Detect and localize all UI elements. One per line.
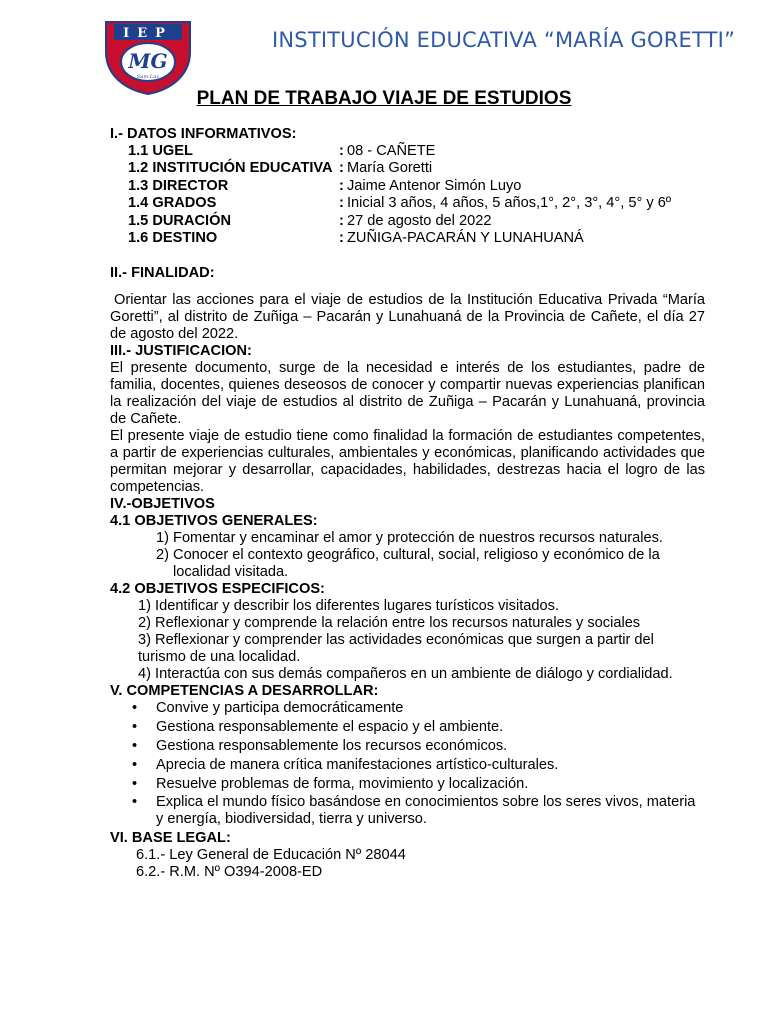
list-item: • Explica el mundo físico basándose en conocimientos sobre los seres vivos, materia y energía, biodiversidad, tierra y universo. (156, 794, 705, 828)
list-item: 3) Reflexionar y comprender las actividades económicas que surgen a partir del turismo de una localidad. (138, 632, 654, 666)
finalidad-text: Orientar las acciones para el viaje de estudios de la Institución Educativa Privada “María Goretti”, al distrito de Zuñiga – Pacarán y Lunahuaná de la Provincia de Cañete, el día 27 de agosto del 2022. (110, 292, 705, 343)
datos-row (110, 230, 705, 247)
datos-colon: : (339, 160, 344, 177)
document-body (110, 126, 705, 881)
list-item: • Gestiona responsablemente los recursos económicos. (156, 738, 705, 755)
datos-colon: : (339, 212, 344, 229)
objetivos-especificos-list (110, 598, 705, 683)
justificacion-paragraph-1: El presente documento, surge de la necesidad e interés de los estudiantes, padre de familia, docentes, quienes deseosos de conocer y compartir nuevas experiencias planifican la realización del viaje de estudios al distrito de Zuñiga – Pacarán y Lunahuaná, provincia de Cañete. (110, 360, 705, 428)
datos-value: Jaime Antenor Simón Luyo (347, 177, 522, 194)
list-item: • Gestiona responsablemente el espacio y el ambiente. (156, 719, 705, 736)
datos-row (110, 143, 705, 160)
competencias-list (110, 700, 705, 828)
list-item: • Aprecia de manera crítica manifestaciones artístico-culturales. (156, 757, 705, 774)
datos-colon: : (339, 230, 344, 247)
list-item: • Resuelve problemas de forma, movimiento y localización. (156, 776, 705, 793)
datos-colon: : (339, 195, 344, 212)
section-6-heading: VI. BASE LEGAL: (110, 830, 231, 847)
logo-motto: Sum Lux (136, 74, 160, 80)
datos-row (110, 160, 705, 177)
section-4-heading: IV.-OBJETIVOS (110, 496, 215, 513)
section-5-heading: V. COMPETENCIAS A DESARROLLAR: (110, 683, 379, 700)
logo-top-text: IEP (123, 26, 173, 41)
datos-colon: : (339, 143, 344, 159)
list-item: • Convive y participa democráticamente (156, 700, 705, 717)
objetivos-generales-heading: 4.1 OBJETIVOS GENERALES: (110, 513, 318, 530)
list-item: 1) Identificar y describir los diferentes lugares turísticos visitados. (138, 598, 559, 615)
datos-value: 08 - CAÑETE (347, 143, 436, 159)
datos-key: 1.2 INSTITUCIÓN EDUCATIVA (128, 160, 333, 177)
datos-value: ZUÑIGA-PACARÁN Y LUNAHUANÁ (347, 230, 584, 247)
institution-title: INSTITUCIÓN EDUCATIVA “MARÍA GORETTI” (272, 28, 736, 52)
objetivos-generales-list (110, 530, 705, 581)
justificacion-paragraph-2: El presente viaje de estudio tiene como finalidad la formación de estudiantes competentes, a partir de experiencias culturales, ambientales y económicas, planificando actividades que permitan mejorar y desarrollar, capacidades, habilidades, destrezas hacia el logro de las competencias. (110, 428, 705, 496)
datos-key: 1.3 DIRECTOR (128, 177, 229, 194)
datos-key: 1.5 DURACIÓN (128, 212, 231, 229)
section-2-heading: II.- FINALIDAD: (110, 265, 215, 282)
datos-value: María Goretti (347, 160, 433, 177)
datos-row (110, 213, 705, 230)
base-legal-item: 6.2.- R.M. Nº O394-2008-ED (136, 864, 323, 881)
objetivos-especificos-heading: 4.2 OBJETIVOS ESPECIFICOS: (110, 581, 325, 598)
section-3-heading: III.- JUSTIFICACION: (110, 343, 252, 360)
list-item: 2) Reflexionar y comprende la relación entre los recursos naturales y sociales (138, 615, 641, 632)
datos-value: Inicial 3 años, 4 años, 5 años,1°, 2°, 3°, 4°, 5° y 6º (347, 195, 672, 212)
list-item: 2) Conocer el contexto geográfico, cultural, social, religioso y económico de la localidad visitada. (156, 547, 660, 581)
logo-monogram: MG (128, 49, 168, 73)
list-item: 1) Fomentar y encaminar el amor y protección de nuestros recursos naturales. (156, 530, 663, 547)
document-title: PLAN DE TRABAJO VIAJE DE ESTUDIOS (196, 88, 572, 109)
datos-key: 1.6 DESTINO (128, 230, 218, 247)
datos-row (110, 178, 705, 195)
section-1-heading: I.- DATOS INFORMATIVOS: (110, 126, 297, 142)
datos-colon: : (339, 177, 344, 194)
datos-row (110, 195, 705, 212)
base-legal-item: 6.1.- Ley General de Educación Nº 28044 (136, 847, 406, 864)
list-item: 4) Interactúa con sus demás compañeros en un ambiente de diálogo y cordialidad. (138, 666, 673, 683)
datos-key: 1.1 UGEL (128, 143, 193, 159)
datos-key: 1.4 GRADOS (128, 195, 217, 212)
datos-table (110, 143, 705, 247)
datos-value: 27 de agosto del 2022 (347, 212, 492, 229)
school-logo (100, 16, 196, 96)
